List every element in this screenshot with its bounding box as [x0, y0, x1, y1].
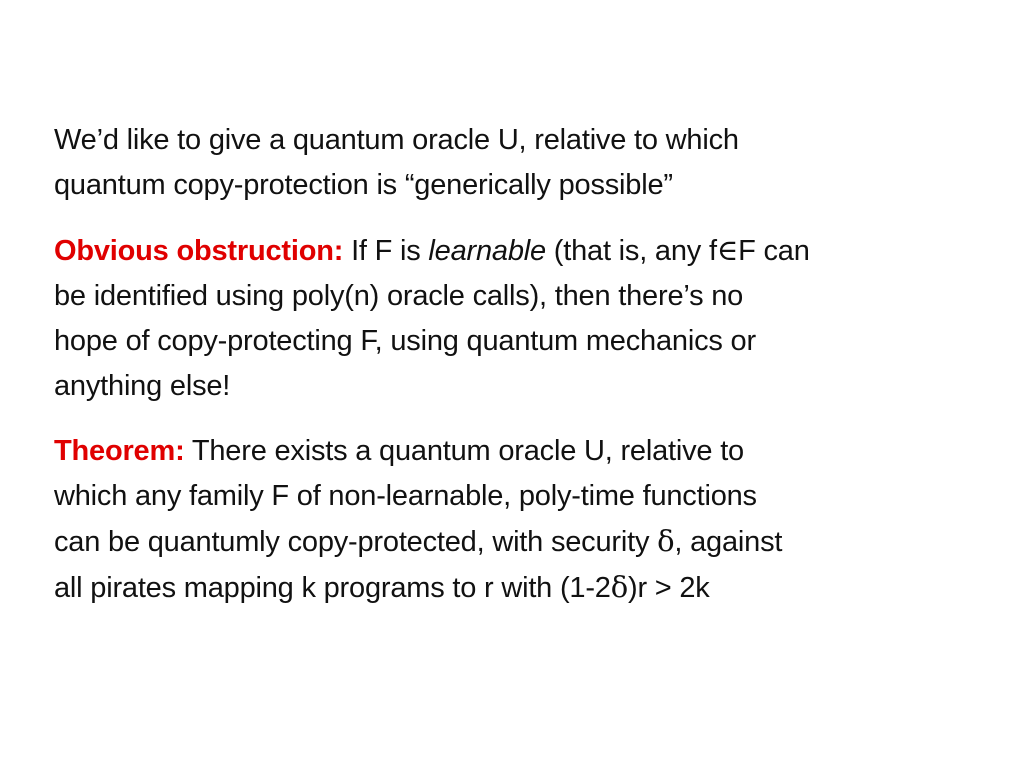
theorem-paragraph — [54, 429, 954, 611]
theorem-line-3b: , against — [674, 526, 783, 558]
obstruction-line-2: be identified using poly(n) oracle calls), then there’s no — [54, 280, 744, 312]
obstruction-heading: Obvious obstruction: — [54, 235, 344, 267]
theorem-line-3a: can be quantumly copy-protected, with security — [54, 526, 658, 558]
theorem-line-2: which any family F of non-learnable, poly-time functions — [54, 480, 757, 512]
obstruction-line-4: anything else! — [54, 370, 231, 402]
delta-symbol-2: δ — [610, 570, 628, 604]
theorem-line-4b: )r > 2k — [628, 572, 710, 604]
learnable-term: learnable — [428, 235, 546, 267]
element-of-symbol: ∈ — [716, 233, 739, 267]
obstruction-line-3: hope of copy-protecting F, using quantum mechanics or — [54, 325, 756, 357]
intro-line-1: We’d like to give a quantum oracle U, relative to which — [54, 124, 739, 156]
theorem-text-1: There exists a quantum oracle U, relative to — [184, 435, 744, 467]
obstruction-text-2: (that is, any f — [545, 235, 717, 267]
theorem-line-4a: all pirates mapping k programs to r with (1-2 — [54, 572, 611, 604]
intro-paragraph — [54, 118, 954, 208]
delta-symbol: δ — [657, 524, 675, 558]
obstruction-text-1: If F is — [343, 235, 429, 267]
intro-line-2: quantum copy-protection is “generically possible” — [54, 169, 673, 201]
theorem-heading: Theorem: — [54, 435, 185, 467]
obstruction-text-3: F can — [738, 235, 810, 267]
slide-content — [54, 118, 954, 611]
obstruction-paragraph — [54, 228, 954, 409]
